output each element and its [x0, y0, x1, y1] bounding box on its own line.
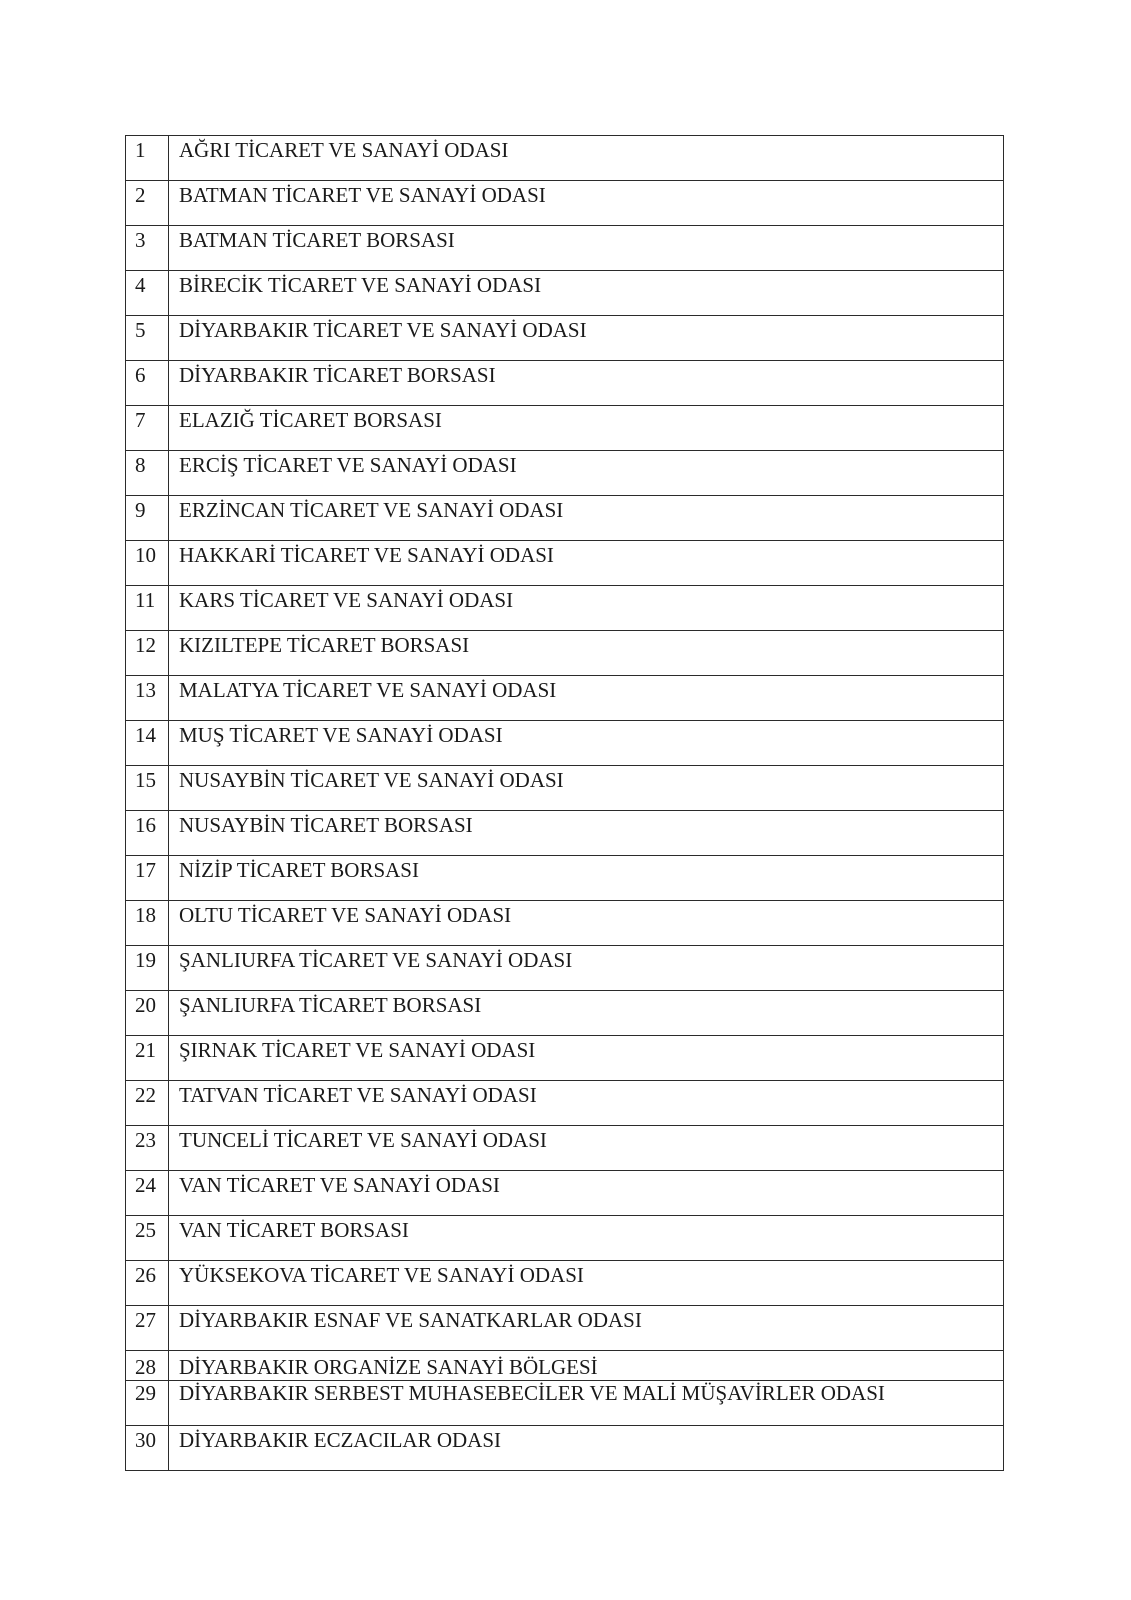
organizations-table	[125, 135, 1004, 1471]
table-row	[126, 361, 1004, 406]
organization-name: MALATYA TİCARET VE SANAYİ ODASI	[169, 676, 1004, 721]
organization-name: KIZILTEPE TİCARET BORSASI	[169, 631, 1004, 676]
organization-name: NUSAYBİN TİCARET VE SANAYİ ODASI	[169, 766, 1004, 811]
row-number: 23	[126, 1126, 169, 1171]
organization-name: MUŞ TİCARET VE SANAYİ ODASI	[169, 721, 1004, 766]
row-number: 26	[126, 1261, 169, 1306]
row-number: 29	[126, 1381, 169, 1426]
organization-name: ŞIRNAK TİCARET VE SANAYİ ODASI	[169, 1036, 1004, 1081]
row-number: 27	[126, 1306, 169, 1351]
row-number: 25	[126, 1216, 169, 1261]
table-row	[126, 1036, 1004, 1081]
organization-name: ERCİŞ TİCARET VE SANAYİ ODASI	[169, 451, 1004, 496]
organization-name: ERZİNCAN TİCARET VE SANAYİ ODASI	[169, 496, 1004, 541]
organization-name: DİYARBAKIR ESNAF VE SANATKARLAR ODASI	[169, 1306, 1004, 1351]
organization-name: NUSAYBİN TİCARET BORSASI	[169, 811, 1004, 856]
organization-name: BATMAN TİCARET BORSASI	[169, 226, 1004, 271]
table-row	[126, 946, 1004, 991]
table-row	[126, 811, 1004, 856]
table-row	[126, 316, 1004, 361]
organization-name: HAKKARİ TİCARET VE SANAYİ ODASI	[169, 541, 1004, 586]
row-number: 18	[126, 901, 169, 946]
row-number: 1	[126, 136, 169, 181]
row-number: 9	[126, 496, 169, 541]
organization-name: ELAZIĞ TİCARET BORSASI	[169, 406, 1004, 451]
table-row	[126, 766, 1004, 811]
row-number: 13	[126, 676, 169, 721]
organization-name: BİRECİK TİCARET VE SANAYİ ODASI	[169, 271, 1004, 316]
table-row	[126, 991, 1004, 1036]
row-number: 17	[126, 856, 169, 901]
organization-name: DİYARBAKIR ORGANİZE SANAYİ BÖLGESİ	[169, 1351, 1004, 1381]
table-row	[126, 1216, 1004, 1261]
table-row	[126, 271, 1004, 316]
organization-name: NİZİP TİCARET BORSASI	[169, 856, 1004, 901]
organization-name: DİYARBAKIR ECZACILAR ODASI	[169, 1426, 1004, 1471]
table-row	[126, 181, 1004, 226]
organization-name: BATMAN TİCARET VE SANAYİ ODASI	[169, 181, 1004, 226]
table-row	[126, 226, 1004, 271]
row-number: 14	[126, 721, 169, 766]
table-row	[126, 1171, 1004, 1216]
organization-name: OLTU TİCARET VE SANAYİ ODASI	[169, 901, 1004, 946]
table-row	[126, 856, 1004, 901]
row-number: 28	[126, 1351, 169, 1381]
table-row	[126, 1381, 1004, 1426]
table-row	[126, 136, 1004, 181]
table-row	[126, 676, 1004, 721]
table-row	[126, 541, 1004, 586]
row-number: 4	[126, 271, 169, 316]
organization-name: KARS TİCARET VE SANAYİ ODASI	[169, 586, 1004, 631]
organization-name: ŞANLIURFA TİCARET VE SANAYİ ODASI	[169, 946, 1004, 991]
table-row	[126, 1081, 1004, 1126]
organization-name: DİYARBAKIR TİCARET VE SANAYİ ODASI	[169, 316, 1004, 361]
table-row	[126, 406, 1004, 451]
row-number: 12	[126, 631, 169, 676]
table-row	[126, 496, 1004, 541]
organization-name: AĞRI TİCARET VE SANAYİ ODASI	[169, 136, 1004, 181]
row-number: 8	[126, 451, 169, 496]
organization-name: ŞANLIURFA TİCARET BORSASI	[169, 991, 1004, 1036]
organization-name: DİYARBAKIR TİCARET BORSASI	[169, 361, 1004, 406]
row-number: 21	[126, 1036, 169, 1081]
organization-name: TUNCELİ TİCARET VE SANAYİ ODASI	[169, 1126, 1004, 1171]
table-body	[126, 136, 1004, 1471]
organization-name: DİYARBAKIR SERBEST MUHASEBECİLER VE MALİ MÜŞAVİRLER ODASI	[169, 1381, 1004, 1426]
row-number: 5	[126, 316, 169, 361]
table-row	[126, 901, 1004, 946]
organization-name: VAN TİCARET BORSASI	[169, 1216, 1004, 1261]
row-number: 2	[126, 181, 169, 226]
table-row	[126, 1261, 1004, 1306]
table-row	[126, 586, 1004, 631]
organization-name: VAN TİCARET VE SANAYİ ODASI	[169, 1171, 1004, 1216]
row-number: 16	[126, 811, 169, 856]
row-number: 20	[126, 991, 169, 1036]
row-number: 30	[126, 1426, 169, 1471]
row-number: 10	[126, 541, 169, 586]
table-row	[126, 1126, 1004, 1171]
organization-name: YÜKSEKOVA TİCARET VE SANAYİ ODASI	[169, 1261, 1004, 1306]
row-number: 19	[126, 946, 169, 991]
row-number: 15	[126, 766, 169, 811]
table-row	[126, 451, 1004, 496]
row-number: 7	[126, 406, 169, 451]
table-row	[126, 631, 1004, 676]
organization-name: TATVAN TİCARET VE SANAYİ ODASI	[169, 1081, 1004, 1126]
table-row	[126, 721, 1004, 766]
row-number: 6	[126, 361, 169, 406]
table-row	[126, 1351, 1004, 1381]
row-number: 24	[126, 1171, 169, 1216]
row-number: 22	[126, 1081, 169, 1126]
table-row	[126, 1426, 1004, 1471]
row-number: 11	[126, 586, 169, 631]
table-row	[126, 1306, 1004, 1351]
row-number: 3	[126, 226, 169, 271]
